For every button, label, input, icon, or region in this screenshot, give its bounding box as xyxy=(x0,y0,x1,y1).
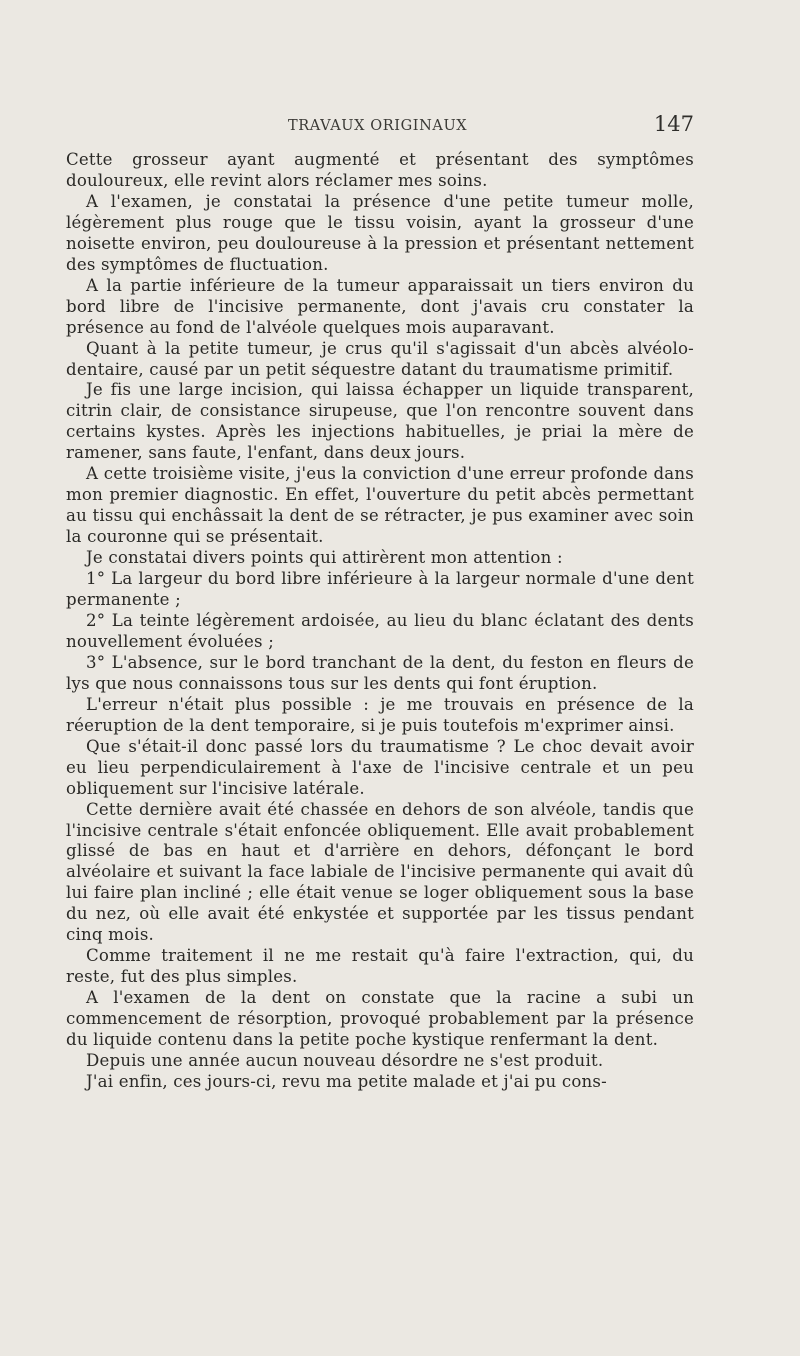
paragraph: A l'examen de la dent on constate que la racine a subi un commencement de résorption, provoqué probablement par la présence du liquide contenu dans la petite poche kystique renfermant la dent. xyxy=(66,988,694,1050)
list-item: 1° La largeur du bord libre inférieure à la largeur normale d'une dent permanente ; xyxy=(66,569,694,610)
paragraph: Que s'était-il donc passé lors du traumatisme ? Le choc devait avoir eu lieu perpendiculairement à l'axe de l'incisive centrale et un peu obliquement sur l'incisive latérale. xyxy=(66,736,694,798)
paragraph: J'ai enfin, ces jours-ci, revu ma petite malade et j'ai pu cons- xyxy=(86,1071,607,1091)
paragraph: A la partie inférieure de la tumeur apparaissait un tiers environ du bord libre de l'incisive permanente, dont j'avais cru constater la présence au fond de l'alvéole quelques mois auparavant. xyxy=(66,275,694,337)
paragraph: Quant à la petite tumeur, je crus qu'il s'agissait d'un abcès alvéolo-dentaire, causé par un petit séquestre datant du traumatisme primitif. xyxy=(66,338,694,379)
paragraph: Je constatai divers points qui attirèrent mon attention : xyxy=(86,548,563,568)
list-item: 3° L'absence, sur le bord tranchant de la dent, du feston en fleurs de lys que nous connaissons tous sur les dents qui font éruption. xyxy=(66,652,694,693)
paragraph: L'erreur n'était plus possible : je me trouvais en présence de la réeruption de la dent temporaire, si je puis toutefois m'exprimer ainsi. xyxy=(66,694,694,735)
page-header xyxy=(66,112,696,138)
paragraph: Comme traitement il ne me restait qu'à faire l'extraction, qui, du reste, fut des plus simples. xyxy=(66,946,694,987)
paragraph: A cette troisième visite, j'eus la conviction d'une erreur profonde dans mon premier diagnostic. En effet, l'ouverture du petit abcès permettant au tissu qui enchâssait la dent de se rétracter, je pus examiner avec soin la couronne qui se présentait. xyxy=(66,464,694,547)
paragraph: Cette dernière avait été chassée en dehors de son alvéole, tandis que l'incisive centrale s'était enfoncée obliquement. Elle avait probablement glissé de bas en haut et d'arrière en dehors, défonçant le bord alvéolaire et suivant la face labiale de l'incisive permanente qui avait dû lui faire plan incliné ; elle était venue se loger obliquement sous la base du nez, où elle avait été enkystée et supportée par les tissus pendant cinq mois. xyxy=(66,799,694,945)
list-item: 2° La teinte légèrement ardoisée, au lieu du blanc éclatant des dents nouvellement évoluées ; xyxy=(66,610,694,651)
paragraph: A l'examen, je constatai la présence d'une petite tumeur molle, légèrement plus rouge que le tissu voisin, ayant la grosseur d'une noisette environ, peu douloureuse à la pression et présentant nettement des symptômes de fluctuation. xyxy=(66,191,694,274)
body-text xyxy=(66,150,694,1093)
paragraph: Je fis une large incision, qui laissa échapper un liquide transparent, citrin clair, de consistance sirupeuse, que l'on rencontre souvent dans certains kystes. Après les injections habituelles, je priai la mère de ramener, sans faute, l'enfant, dans deux jours. xyxy=(66,380,694,463)
paragraph: Depuis une année aucun nouveau désordre ne s'est produit. xyxy=(86,1050,604,1070)
running-head: TRAVAUX ORIGINAUX xyxy=(288,118,468,134)
paragraph: Cette grosseur ayant augmenté et présentant des symptômes douloureux, elle revint alors réclamer mes soins. xyxy=(66,150,694,190)
page-number: 147 xyxy=(653,112,694,136)
